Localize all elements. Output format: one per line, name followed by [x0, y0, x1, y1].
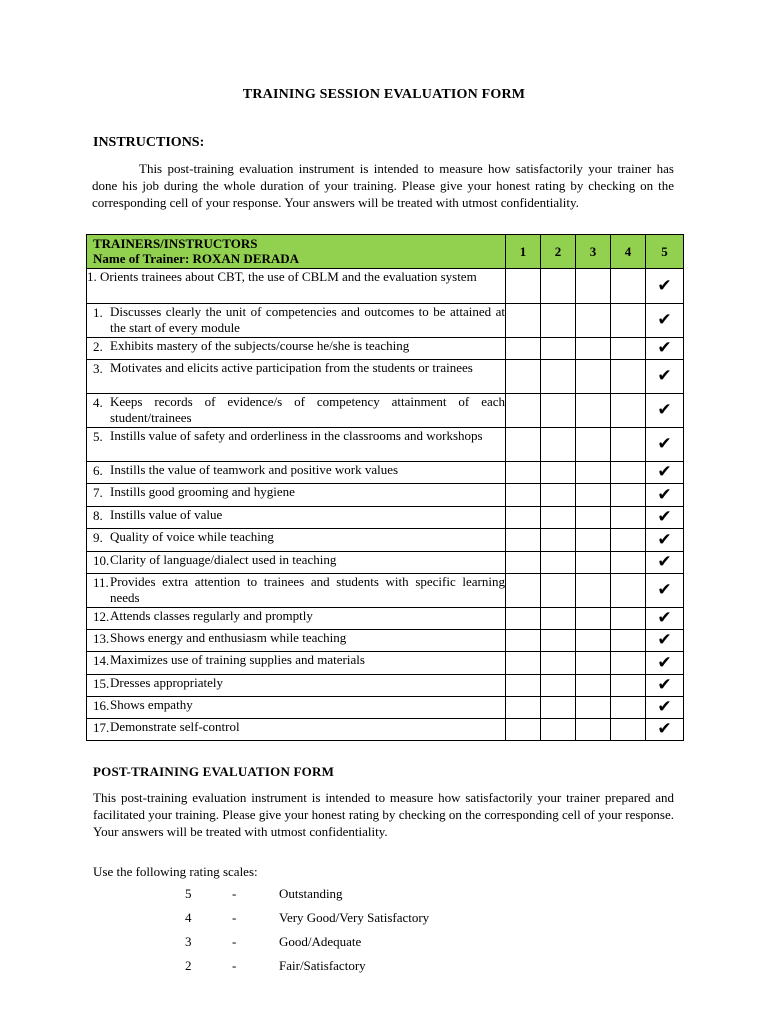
rating-cell-2[interactable] [541, 269, 576, 304]
trainers-instructors-label: TRAINERS/INSTRUCTORS [93, 236, 258, 251]
criterion-number: 7. [93, 485, 103, 500]
rating-cell-3[interactable] [576, 697, 611, 719]
table-row [87, 574, 684, 608]
criterion-cell [87, 574, 506, 608]
rating-cell-1[interactable] [506, 484, 541, 507]
criterion-cell [87, 304, 506, 338]
criterion-text: Demonstrate self-control [110, 719, 240, 734]
rating-cell-3[interactable] [576, 394, 611, 428]
criterion-number: 15. [93, 676, 110, 691]
scale-header-4: 4 [611, 235, 646, 269]
criterion-text: Attends classes regularly and promptly [110, 608, 313, 623]
rating-cell-3[interactable] [576, 552, 611, 574]
rating-cell-3[interactable] [576, 652, 611, 675]
table-row [87, 719, 684, 741]
rating-cell-1[interactable] [506, 360, 541, 394]
rating-scale-value: 3 [185, 934, 192, 949]
criteria-body [87, 269, 684, 741]
rating-cell-1[interactable] [506, 338, 541, 360]
criterion-number: 13. [93, 631, 110, 646]
checkmark-icon: ✔ [657, 580, 672, 600]
criterion-number: 10. [93, 553, 110, 568]
criterion-text: Clarity of language/dialect used in teaching [110, 552, 337, 567]
checkmark-icon: ✔ [657, 462, 672, 482]
rating-cell-5[interactable] [646, 269, 684, 304]
rating-cell-5[interactable] [646, 529, 684, 552]
rating-cell-4[interactable] [611, 574, 646, 608]
rating-cell-2[interactable] [541, 428, 576, 462]
rating-cell-4[interactable] [611, 608, 646, 630]
criterion-text: Quality of voice while teaching [110, 529, 274, 544]
checkmark-icon: ✔ [657, 652, 672, 673]
criterion-text: Instills the value of teamwork and positive work values [110, 462, 399, 477]
checkmark-icon: ✔ [657, 275, 672, 296]
rating-cell-5[interactable] [646, 652, 684, 675]
rating-cell-5[interactable] [646, 719, 684, 741]
criterion-cell [87, 269, 506, 304]
rating-cell-4[interactable] [611, 462, 646, 484]
rating-cell-3[interactable] [576, 630, 611, 652]
criterion-text: Exhibits mastery of the subjects/course he/she is teaching [110, 338, 410, 353]
rating-cell-5[interactable] [646, 304, 684, 338]
rating-cell-4[interactable] [611, 652, 646, 675]
rating-cell-1[interactable] [506, 507, 541, 529]
rating-cell-1[interactable] [506, 608, 541, 630]
table-row [87, 697, 684, 719]
rating-cell-2[interactable] [541, 675, 576, 697]
rating-cell-3[interactable] [576, 269, 611, 304]
table-row [87, 428, 684, 462]
rating-cell-1[interactable] [506, 574, 541, 608]
rating-scale-label: Good/Adequate [279, 934, 362, 949]
criterion-text: Instills value of value [110, 507, 223, 522]
scale-header-1: 1 [506, 235, 541, 269]
rating-cell-3[interactable] [576, 360, 611, 394]
rating-cell-5[interactable] [646, 338, 684, 360]
rating-cell-2[interactable] [541, 484, 576, 507]
rating-cell-1[interactable] [506, 630, 541, 652]
criterion-cell [87, 462, 506, 484]
criterion-cell [87, 608, 506, 630]
rating-cell-3[interactable] [576, 608, 611, 630]
rating-scale-intro: Use the following rating scales: [93, 864, 258, 879]
criterion-number: 4. [93, 395, 103, 410]
page-title: TRAINING SESSION EVALUATION FORM [242, 87, 526, 102]
criterion-cell [87, 394, 506, 428]
criterion-cell [87, 697, 506, 719]
criterion-text: Dresses appropriately [110, 675, 223, 690]
rating-cell-5[interactable] [646, 574, 684, 608]
instructions-heading: INSTRUCTIONS: [93, 135, 205, 150]
rating-cell-2[interactable] [541, 652, 576, 675]
table-row [87, 630, 684, 652]
rating-cell-1[interactable] [506, 652, 541, 675]
criterion-cell [87, 484, 506, 507]
table-row [87, 529, 684, 552]
rating-cell-1[interactable] [506, 719, 541, 741]
criterion-number: 12. [93, 609, 110, 624]
checkmark-icon: ✔ [657, 608, 672, 628]
rating-cell-4[interactable] [611, 484, 646, 507]
scale-header-2: 2 [541, 235, 576, 269]
criterion-text: Orients trainees about CBT, the use of CBLM and the evaluation system [100, 269, 477, 284]
rating-cell-1[interactable] [506, 552, 541, 574]
table-row [87, 269, 684, 304]
trainer-name-label: Name of Trainer: ROXAN DERADA [93, 251, 300, 266]
rating-cell-2[interactable] [541, 304, 576, 338]
criterion-cell [87, 652, 506, 675]
table-row [87, 608, 684, 630]
rating-cell-4[interactable] [611, 428, 646, 462]
table-row [87, 394, 684, 428]
rating-scale-label: Fair/Satisfactory [279, 958, 366, 973]
rating-cell-4[interactable] [611, 552, 646, 574]
rating-cell-1[interactable] [506, 394, 541, 428]
rating-scale-dash: - [232, 934, 237, 949]
criterion-text: Instills good grooming and hygiene [110, 484, 295, 499]
post-training-heading: POST-TRAINING EVALUATION FORM [93, 764, 335, 779]
rating-cell-3[interactable] [576, 304, 611, 338]
rating-cell-3[interactable] [576, 484, 611, 507]
rating-cell-2[interactable] [541, 394, 576, 428]
trainer-header-cell [87, 235, 506, 269]
checkmark-icon: ✔ [657, 552, 672, 572]
rating-scale-label: Outstanding [279, 886, 343, 901]
rating-cell-4[interactable] [611, 269, 646, 304]
rating-cell-5[interactable] [646, 608, 684, 630]
criterion-text: Maximizes use of training supplies and materials [110, 652, 365, 667]
rating-cell-3[interactable] [576, 574, 611, 608]
rating-cell-2[interactable] [541, 529, 576, 552]
scale-header-5: 5 [646, 235, 684, 269]
rating-cell-1[interactable] [506, 269, 541, 304]
criterion-cell [87, 552, 506, 574]
rating-cell-1[interactable] [506, 697, 541, 719]
checkmark-icon: ✔ [657, 675, 672, 695]
rating-cell-2[interactable] [541, 507, 576, 529]
criterion-text: Discusses clearly the unit of competencies and outcomes to be attained at the start of every module [110, 304, 505, 335]
rating-cell-3[interactable] [576, 338, 611, 360]
criterion-number: 11. [93, 575, 109, 590]
rating-cell-5[interactable] [646, 630, 684, 652]
rating-cell-3[interactable] [576, 507, 611, 529]
table-row [87, 360, 684, 394]
checkmark-icon: ✔ [657, 529, 672, 550]
checkmark-icon: ✔ [657, 400, 672, 420]
rating-cell-4[interactable] [611, 338, 646, 360]
rating-cell-2[interactable] [541, 360, 576, 394]
criterion-number: 2. [93, 339, 103, 354]
rating-cell-4[interactable] [611, 719, 646, 741]
rating-cell-2[interactable] [541, 574, 576, 608]
criterion-cell [87, 338, 506, 360]
criterion-cell [87, 529, 506, 552]
checkmark-icon: ✔ [657, 338, 672, 358]
rating-cell-5[interactable] [646, 675, 684, 697]
rating-cell-5[interactable] [646, 360, 684, 394]
rating-cell-1[interactable] [506, 529, 541, 552]
table-row [87, 552, 684, 574]
rating-cell-3[interactable] [576, 428, 611, 462]
table-header-row [87, 235, 684, 269]
criterion-number: 1. [87, 269, 97, 284]
criterion-number: 14. [93, 653, 110, 668]
scale-header-3: 3 [576, 235, 611, 269]
rating-cell-2[interactable] [541, 719, 576, 741]
rating-cell-2[interactable] [541, 338, 576, 360]
checkmark-icon: ✔ [657, 310, 672, 330]
criterion-cell [87, 360, 506, 394]
rating-cell-4[interactable] [611, 394, 646, 428]
rating-cell-3[interactable] [576, 462, 611, 484]
rating-cell-2[interactable] [541, 462, 576, 484]
table-row [87, 675, 684, 697]
rating-cell-3[interactable] [576, 719, 611, 741]
rating-scale-value: 2 [185, 958, 192, 973]
criterion-number: 1. [93, 305, 103, 320]
checkmark-icon: ✔ [657, 630, 672, 650]
criterion-text: Instills value of safety and orderliness in the classrooms and workshops [110, 428, 483, 443]
criterion-cell [87, 630, 506, 652]
rating-cell-4[interactable] [611, 529, 646, 552]
rating-cell-5[interactable] [646, 507, 684, 529]
rating-cell-5[interactable] [646, 428, 684, 462]
criterion-number: 5. [93, 429, 103, 444]
criterion-cell [87, 675, 506, 697]
evaluation-table [86, 234, 684, 741]
criterion-number: 3. [93, 361, 103, 376]
rating-cell-2[interactable] [541, 552, 576, 574]
criterion-cell [87, 428, 506, 462]
rating-cell-5[interactable] [646, 462, 684, 484]
criterion-cell [87, 507, 506, 529]
rating-cell-4[interactable] [611, 675, 646, 697]
rating-scale-dash: - [232, 886, 237, 901]
rating-cell-2[interactable] [541, 697, 576, 719]
instructions-paragraph: This post-training evaluation instrument is intended to measure how satisfactorily your trainer has done his job during the whole duration of your training. Please give your honest rating by checking on the corresponding cell of your response. Your answers will be treated with utmost confidentiality. [92, 161, 674, 210]
rating-cell-1[interactable] [506, 675, 541, 697]
rating-cell-5[interactable] [646, 484, 684, 507]
rating-cell-5[interactable] [646, 552, 684, 574]
rating-cell-3[interactable] [576, 675, 611, 697]
criterion-number: 9. [93, 530, 103, 545]
criterion-number: 6. [93, 463, 103, 478]
rating-cell-4[interactable] [611, 697, 646, 719]
rating-cell-1[interactable] [506, 462, 541, 484]
rating-scale-value: 5 [185, 886, 192, 901]
table-row [87, 507, 684, 529]
rating-cell-3[interactable] [576, 529, 611, 552]
table-row [87, 338, 684, 360]
rating-cell-5[interactable] [646, 697, 684, 719]
criterion-text: Motivates and elicits active participation from the students or trainees [110, 360, 473, 375]
rating-cell-1[interactable] [506, 304, 541, 338]
table-row [87, 304, 684, 338]
criterion-text: Provides extra attention to trainees and students with specific learning needs [110, 574, 505, 605]
checkmark-icon: ✔ [657, 719, 672, 739]
criterion-number: 8. [93, 508, 103, 523]
table-row [87, 462, 684, 484]
checkmark-icon: ✔ [657, 434, 672, 454]
rating-scale-label: Very Good/Very Satisfactory [279, 910, 430, 925]
rating-scale-dash: - [232, 910, 237, 925]
table-row [87, 484, 684, 507]
rating-cell-4[interactable] [611, 630, 646, 652]
checkmark-icon: ✔ [657, 484, 672, 505]
table-row [87, 652, 684, 675]
rating-cell-4[interactable] [611, 507, 646, 529]
rating-cell-4[interactable] [611, 304, 646, 338]
criterion-number: 16. [93, 698, 110, 713]
checkmark-icon: ✔ [657, 697, 672, 717]
criterion-text: Keeps records of evidence/s of competency attainment of each student/trainees [110, 394, 505, 425]
checkmark-icon: ✔ [657, 366, 672, 386]
post-training-paragraph: This post-training evaluation instrument is intended to measure how satisfactorily your trainer prepared and facilitated your training. Please give your honest rating by checking on the corresponding cell of your response. Your answers will be treated with utmost confidentiality. [93, 790, 674, 839]
checkmark-icon: ✔ [657, 507, 672, 527]
rating-cell-4[interactable] [611, 360, 646, 394]
rating-cell-5[interactable] [646, 394, 684, 428]
criterion-text: Shows empathy [110, 697, 193, 712]
criterion-text: Shows energy and enthusiasm while teaching [110, 630, 347, 645]
rating-cell-1[interactable] [506, 428, 541, 462]
rating-scale-value: 4 [185, 910, 192, 925]
rating-cell-2[interactable] [541, 630, 576, 652]
rating-cell-2[interactable] [541, 608, 576, 630]
criterion-cell [87, 719, 506, 741]
rating-scale-dash: - [232, 958, 237, 973]
criterion-number: 17. [93, 720, 110, 735]
